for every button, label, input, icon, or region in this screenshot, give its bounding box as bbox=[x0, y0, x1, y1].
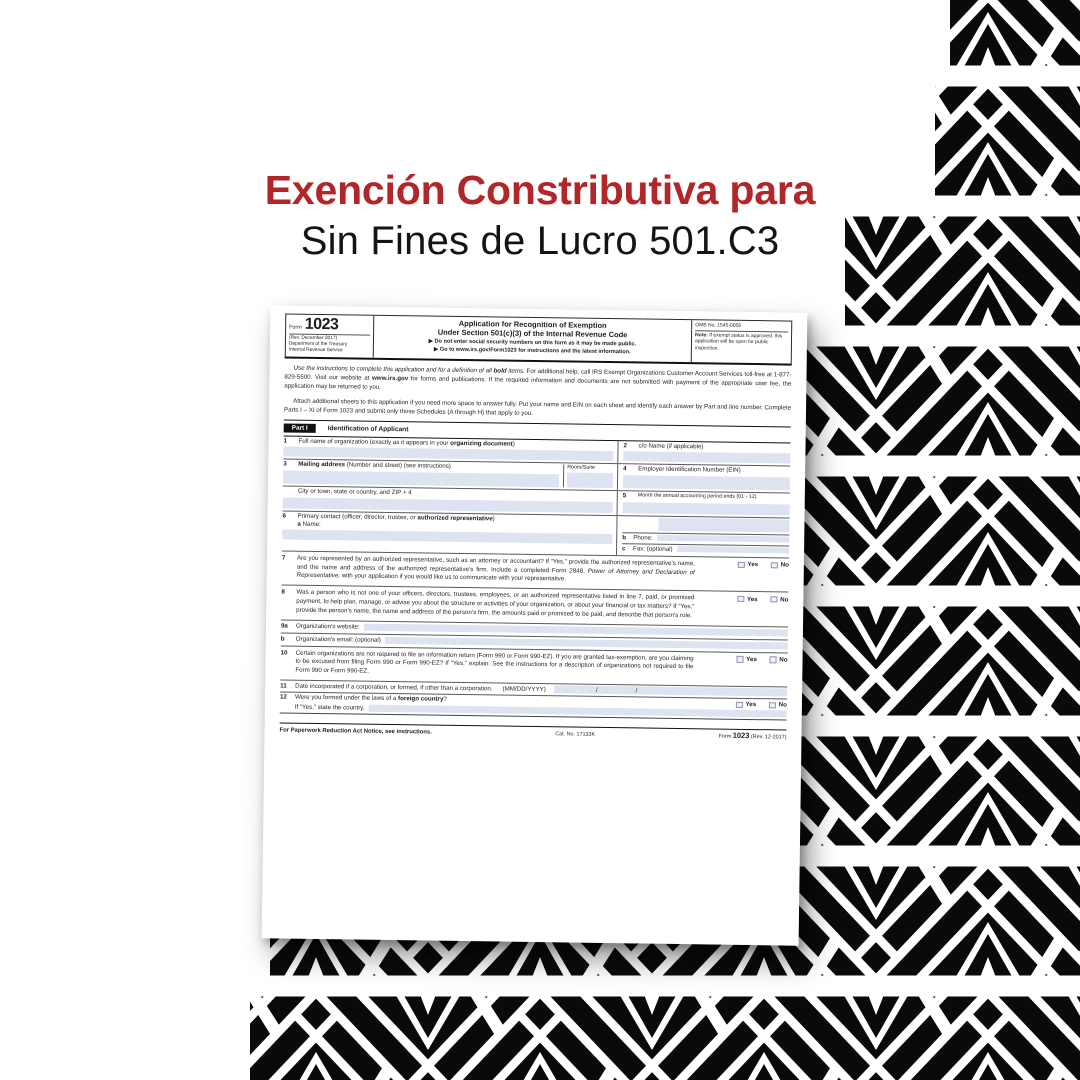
line-7-yes-no bbox=[703, 560, 789, 588]
line-8-text: Was a person who is not one of your officers, directors, trustees, employees, or an authorized representative listed in line 7, paid, or promised payment, to help plan, manage, or advise you about the structure or activities of your organization, or about your financial or tax matters? If “Yes,” provide the person’s name, the name and address of the person’s firm, the amounts paid or promised to be paid, and describe that person’s role. bbox=[296, 588, 695, 619]
form-word: Form bbox=[289, 324, 302, 331]
form-bullet-1: ▶ Do not enter social security numbers on this form as it may be made public. bbox=[428, 338, 637, 348]
line-8-yes-option: Yes bbox=[737, 596, 757, 603]
checkbox-8-yes bbox=[737, 596, 744, 603]
line-9b-label: Organization's email: (optional) bbox=[295, 635, 381, 644]
form-header bbox=[285, 313, 793, 365]
line-6b-letter: b bbox=[622, 534, 627, 542]
checkbox-12-yes bbox=[736, 701, 743, 708]
input-area-city bbox=[283, 497, 613, 513]
line-12-yes-no bbox=[701, 700, 787, 709]
form-department: Department of the Treasury bbox=[288, 341, 348, 348]
catalog-number: Cat. No. 17133K bbox=[555, 731, 596, 739]
room-suite-label: Room/Suite bbox=[567, 464, 595, 472]
line-12-number: 12 bbox=[279, 693, 287, 702]
line-4-number: 4 bbox=[623, 465, 627, 473]
line-12-country-label: If “Yes,” state the country. bbox=[294, 703, 365, 712]
line-12-no-option: No bbox=[769, 701, 787, 709]
omb-note bbox=[695, 332, 788, 353]
form-intro bbox=[284, 363, 792, 422]
omb-box bbox=[691, 320, 792, 363]
line-5-cell bbox=[618, 491, 790, 517]
line-2-cell bbox=[618, 441, 790, 466]
line-3-cell bbox=[283, 460, 618, 490]
line-6b-row bbox=[622, 532, 789, 544]
input-area-accounting-month bbox=[623, 502, 790, 515]
input-area-phone bbox=[657, 535, 789, 543]
checkbox-10-yes bbox=[737, 656, 744, 663]
line-7-no-option: No bbox=[771, 562, 789, 569]
line-3-number: 3 bbox=[283, 460, 287, 468]
line-10-yes-option: Yes bbox=[737, 656, 757, 663]
input-area-fax bbox=[677, 546, 790, 554]
footer-form-number: Form 1023 (Rev. 12-2017) bbox=[718, 731, 787, 741]
line-5-label: Month the annual accounting period ends (01 - 12) bbox=[637, 492, 757, 501]
input-area-mailing-address bbox=[283, 471, 559, 488]
line-2-label: c/o Name (if applicable) bbox=[638, 442, 704, 451]
checkbox-7-no bbox=[771, 562, 778, 569]
line-3-label: Mailing address (Number and street) (see instructions) bbox=[298, 461, 451, 471]
line-6-number: 6 bbox=[282, 512, 287, 520]
line-11-number: 11 bbox=[280, 682, 287, 690]
line-9a-number: 9a bbox=[280, 622, 288, 630]
paperwork-notice: For Paperwork Reduction Act Notice, see instructions. bbox=[279, 727, 432, 736]
city-cell bbox=[283, 487, 618, 515]
line-6-label: Primary contact (officer, director, trustee, or authorized representative) bbox=[297, 512, 495, 523]
intro-paragraph-2: Attach additional sheets to this application if you need more space to answer fully. Put your name and EIN on each sheet and identify each answer by Part and line number. Complete Parts I – XI of Form 1023 and submit only those Schedules (A through H) that apply to you. bbox=[283, 397, 792, 417]
form-title-line2: Under Section 501(c)(3) of the Internal Revenue Code bbox=[437, 327, 628, 340]
hero-title-line2: Sin Fines de Lucro 501.C3 bbox=[300, 218, 780, 263]
line-12-yes-option: Yes bbox=[736, 701, 756, 709]
line-10-yes-no bbox=[701, 655, 787, 683]
line-10-no-option: No bbox=[770, 656, 788, 663]
hero-title-line1: Exención Constributiva para bbox=[264, 167, 816, 213]
line-1-number: 1 bbox=[283, 437, 288, 445]
input-area-date-incorporated: / / bbox=[554, 686, 787, 697]
form-footer bbox=[279, 722, 786, 741]
hero-title-block bbox=[0, 168, 1080, 264]
line-6c-label: Fax: (optional) bbox=[633, 545, 673, 554]
checkbox-7-yes bbox=[738, 561, 745, 568]
intro-paragraph-1: Use the instructions to complete this application and for a definition of all bold items. For additional help, call IRS Exempt Organizations Customer Account Services toll-free at 1-877-829-5500. Visit our website at www.irs.gov for forms and publications. If the required information and documents are not submitted with payment of the appropriate user fee, the application may be returned to you. bbox=[284, 364, 792, 392]
checkbox-10-no bbox=[770, 657, 777, 664]
line-6c-letter: c bbox=[622, 545, 626, 553]
form-1023-document bbox=[262, 305, 808, 945]
part1-title: Identification of Applicant bbox=[327, 425, 409, 434]
form-number: 1023 bbox=[304, 315, 339, 334]
line-4-cell bbox=[618, 465, 790, 493]
form-title-box bbox=[374, 316, 692, 362]
omb-note-text: If exempt status is approved, this application will be open for public inspection. bbox=[694, 331, 783, 352]
room-suite-cell bbox=[563, 465, 613, 488]
line-6c-row bbox=[622, 544, 789, 556]
line-9a-label: Organization's website: bbox=[295, 622, 360, 631]
line-1-cell bbox=[283, 436, 618, 463]
line-2-number: 2 bbox=[623, 441, 628, 449]
form-revision: (Rev. December 2017) bbox=[289, 334, 370, 343]
line-8-no-option: No bbox=[771, 596, 789, 603]
line-7-text: Are you represented by an authorized representative, such as an attorney or accountant? If “Yes,” provide the authorized representative’s name, and the name and address of the authorized representative’s firm. Include a completed Form 2848, Power of Attorney and Declaration of Representative, with your application if you would like us to communicate with your representative. bbox=[296, 554, 695, 583]
line-6bc-cell bbox=[617, 516, 790, 557]
line-9b-number: b bbox=[280, 635, 285, 643]
line-6-cell bbox=[282, 511, 618, 555]
input-area-org-name bbox=[283, 447, 613, 462]
input-area-6-shade bbox=[658, 518, 789, 533]
line-6a-label: a Name: bbox=[297, 520, 321, 528]
line-7-number: 7 bbox=[281, 554, 286, 562]
line-11-date-format: (MM/DD/YYYY) bbox=[502, 685, 546, 694]
form-row-6 bbox=[282, 511, 790, 558]
omb-note-label: Note: bbox=[695, 331, 708, 338]
city-label: City or town, state or country, and ZIP + 4 bbox=[297, 487, 412, 497]
form-service: Internal Revenue Service bbox=[288, 348, 343, 354]
form-title-line1: Application for Recognition of Exemption bbox=[458, 318, 607, 330]
line-4-label: Employer Identification Number (EIN) bbox=[638, 465, 741, 475]
line-1-label: Full name of organization (exactly as it appears in your organizing document) bbox=[298, 437, 515, 448]
line-8-yes-no bbox=[702, 595, 788, 623]
line-7-yes-option: Yes bbox=[738, 561, 758, 568]
checkbox-8-no bbox=[771, 596, 778, 603]
line-10-number: 10 bbox=[280, 649, 288, 657]
checkbox-12-no bbox=[769, 702, 776, 709]
line-8-number: 8 bbox=[281, 588, 285, 596]
omb-number: OMB No. 1545-0056 bbox=[695, 322, 788, 332]
form-number-box bbox=[286, 315, 375, 358]
input-area-room-suite bbox=[567, 473, 613, 488]
part1-chip: Part I bbox=[284, 423, 316, 433]
line-12-label: Were you formed under the laws of a foreign country? bbox=[294, 694, 447, 704]
line-10-text: Certain organizations are not required to file an information return (Form 990 or Form 990-EZ). If you are granted tax-exemption, are you claiming to be excused from filing Form 990 or Form 990-EZ? If “Yes,” explain. See the instructions for a description of organizations not required to file Form 990 or Form 990-EZ. bbox=[295, 649, 694, 675]
input-area-contact-name bbox=[282, 530, 612, 545]
form-bullet-2: ▶ Go to www.irs.gov/Form1023 for instructions and the latest information. bbox=[433, 346, 631, 356]
input-area-ein bbox=[623, 475, 790, 490]
line-5-number: 5 bbox=[622, 492, 627, 500]
line-11-label: Date incorporated if a corporation, or formed, if other than a corporation. bbox=[295, 682, 493, 693]
input-area-co-name bbox=[623, 452, 790, 464]
line-6b-label: Phone: bbox=[633, 534, 653, 542]
